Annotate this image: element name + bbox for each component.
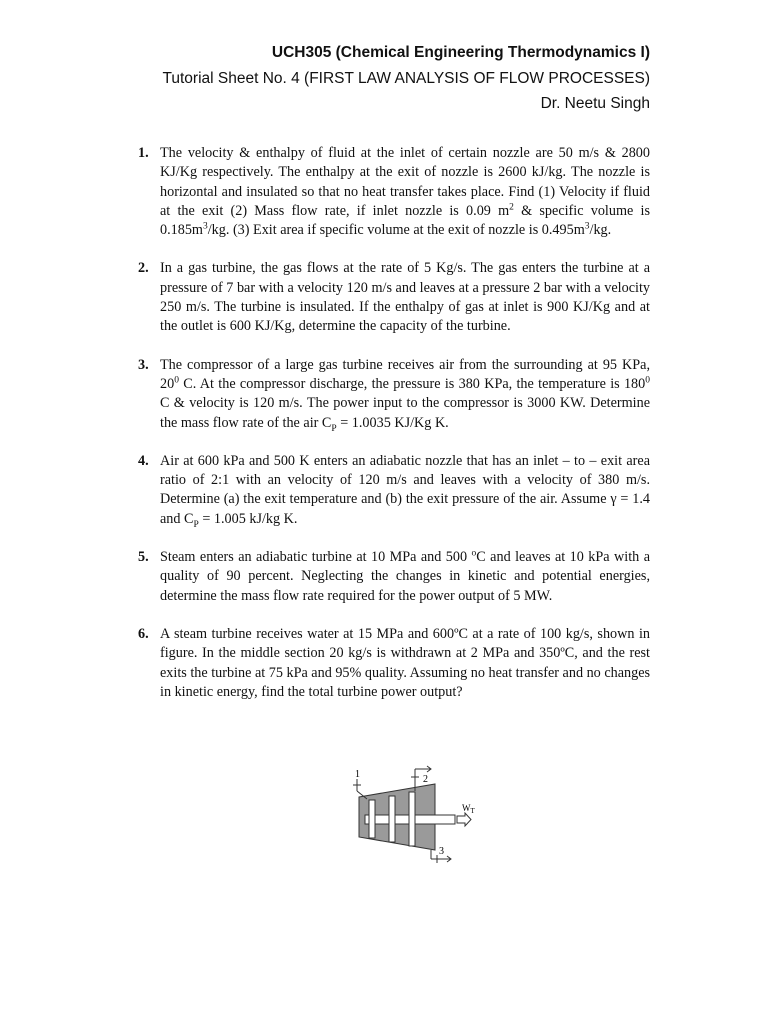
- problem-text: The velocity & enthalpy of fluid at the inlet of certain nozzle are 50 m/s & 2800 KJ/Kg respectively. The enthalpy at the exit of nozzle is 2600 kJ/kg. The nozzle is horizontal and insulated so that no heat transfer takes place. Find (1) Velocity if fluid at the exit (2) Mass flow rate, if inlet nozzle is 0.09 m: [160, 145, 650, 219]
- problem-text: = 1.0035 KJ/Kg K.: [336, 414, 449, 431]
- problem-number: 6.: [138, 625, 149, 642]
- problem-text: C and leaves at 10 kPa with a quality of 90 percent. Neglecting the changes in kinetic and potential energies, determine the mass flow rate required for the power output of 5 MW.: [160, 549, 650, 604]
- superscript: 0: [174, 375, 179, 386]
- exit-label: 3: [439, 846, 444, 857]
- header: [162, 40, 650, 116]
- problem-text: /kg.: [589, 222, 612, 239]
- author-name: Dr. Neetu Singh: [540, 95, 650, 112]
- problem-number: 1.: [138, 145, 149, 161]
- problem-text: The compressor of a large gas turbine receives air from the surrounding at 95 KPa, 20: [160, 356, 650, 392]
- problem-6: [138, 625, 650, 702]
- inlet-label: 1: [355, 769, 360, 780]
- superscript: 3: [584, 221, 590, 232]
- problem-text: C. At the compressor discharge, the pressure is 380 KPa, the temperature is 180: [178, 375, 646, 392]
- superscript: 0: [645, 375, 650, 386]
- course-title: UCH305 (Chemical Engineering Thermodynamics I): [271, 44, 650, 61]
- problem-text: & specific volume is 0.185m: [160, 202, 650, 239]
- problem-2: [138, 259, 650, 336]
- problem-text: A steam turbine receives water at 15 MPa and 600ºC at a rate of 100 kg/s, shown in figure. In the middle section 20 kg/s is withdrawn at 2 MPa and 350ºC, and the rest exits the turbine at 75 kPa and 95% quality. Assuming no heat transfer and no changes in kinetic energy, find the total turbine power output?: [160, 625, 651, 700]
- problem-text: Steam enters an adiabatic turbine at 10 MPa and 500: [160, 549, 472, 566]
- subscript: P: [193, 519, 199, 530]
- problem-text: /kg. (3) Exit area if specific volume at the exit of nozzle is 0.495m: [207, 222, 585, 239]
- turbine-blade: [409, 792, 415, 846]
- problem-number: 4.: [138, 452, 149, 469]
- superscript: 3: [202, 221, 208, 232]
- subscript: P: [331, 423, 337, 434]
- turbine-diagram: [345, 765, 485, 865]
- extraction-label: 2: [423, 774, 428, 785]
- problem-number: 5.: [138, 549, 149, 566]
- problem-list: [138, 144, 650, 721]
- problem-number: 2.: [138, 260, 149, 277]
- problem-text: = 1.005 kJ/kg K.: [198, 510, 298, 527]
- superscript: o: [471, 548, 477, 559]
- problem-number: 3.: [138, 356, 149, 373]
- turbine-blade: [369, 800, 375, 838]
- superscript: 2: [509, 202, 514, 213]
- sheet-title: Tutorial Sheet No. 4 (FIRST LAW ANALYSIS OF FLOW PROCESSES): [162, 70, 650, 87]
- problem-text: Air at 600 kPa and 500 K enters an adiabatic nozzle that has an inlet – to – exit area ratio of 2:1 with an velocity of 120 m/s and leaves with a velocity of 380 m/s. Determine (a) the exit temperature and (b) the exit pressure of the air. Assume γ = 1.4 and C: [160, 452, 650, 527]
- problem-4: [138, 452, 650, 529]
- work-arrow: [457, 813, 471, 826]
- problem-text: C & velocity is 120 m/s. The power input to the compressor is 3000 KW. Determine the mass flow rate of the air C: [160, 395, 650, 431]
- problem-3: [138, 356, 650, 433]
- turbine-blade: [389, 796, 395, 842]
- problem-5: [138, 548, 650, 606]
- work-label: $W_T$: [462, 803, 475, 815]
- problem-1: [138, 144, 650, 240]
- problem-text: In a gas turbine, the gas flows at the rate of 5 Kg/s. The gas enters the turbine at a pressure of 7 bar with a velocity 120 m/s and leaves at a pressure 2 bar with a velocity 250 m/s. The turbine is insulated. If the enthalpy of gas at inlet is 900 KJ/Kg and at the outlet is 600 KJ/Kg, determine the capacity of the turbine.: [160, 260, 650, 335]
